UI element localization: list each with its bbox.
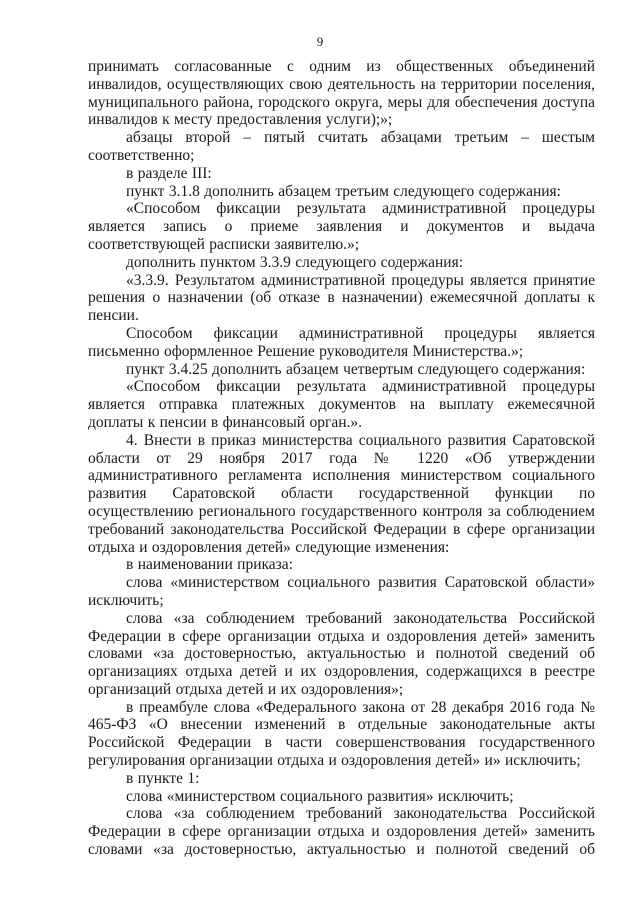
paragraph: «Способом фиксации результата административной процедуры является запись о приеме заявления и документов и выдача соответствующей расписки заявителю.»;: [88, 200, 595, 253]
paragraph: Способом фиксации административной процедуры является письменно оформленное Решение руководителя Министерства.»;: [88, 324, 595, 360]
document-body: [88, 58, 595, 859]
paragraph: «3.3.9. Результатом административной процедуры является принятие решения о назначении (об отказе в назначении) ежемесячной доплаты к пенсии.: [88, 271, 595, 325]
paragraph: дополнить пунктом 3.3.9 следующего содержания:: [126, 253, 463, 271]
paragraph: слова «за соблюдением требований законодательства Российской Федерации в сфере организации отдыха и оздоровления детей» заменить словами «за достоверностью, актуальностью и полнотой сведений об: [88, 805, 595, 859]
paragraph: слова «министерством социального развития» исключить;: [126, 787, 514, 805]
paragraph: слова «за соблюдением требований законодательства Российской Федерации в сфере организации отдыха и оздоровления детей» заменить словами «за достоверностью, актуальностью и полнотой сведений об организациях отдыха детей и их оздоровления, содержащихся в реестре организаций отдыха детей и их оздоровления»;: [88, 609, 595, 698]
paragraph: 4. Внести в приказ министерства социального развития Саратовской области от 29 ноября 2017 года № 1220 «Об утверждении административного регламента исполнения министерством социального развития Саратовской области государственной функции по осуществлению регионального государственного контроля за соблюдением требований законодательства Российской Федерации в сфере организации отдыха и оздоровления детей» следующие изменения:: [88, 431, 595, 556]
paragraph: в разделе III:: [126, 164, 212, 182]
paragraph: принимать согласованные с одним из общественных объединений инвалидов, осуществляющих свою деятельность на территории поселения, муниципального района, городского округа, меры для обеспечения доступа инвалидов к месту предоставления услуги);»;: [88, 58, 595, 129]
paragraph: в наименовании приказа:: [126, 556, 293, 574]
paragraph: пункт 3.4.25 дополнить абзацем четвертым следующего содержания:: [126, 360, 586, 378]
paragraph: слова «министерством социального развития Саратовской области» исключить;: [88, 574, 595, 609]
page-number: 9: [316, 34, 324, 49]
paragraph: в пункте 1:: [126, 769, 200, 787]
paragraph: абзацы второй – пятый считать абзацами третьим – шестым соответственно;: [88, 129, 595, 164]
paragraph: пункт 3.1.8 дополнить абзацем третьим следующего содержания:: [126, 182, 561, 200]
paragraph: «Способом фиксации результата административной процедуры является отправка платежных документов на выплату ежемесячной доплаты к пенсии в финансовый орган.».: [88, 378, 595, 431]
paragraph: в преамбуле слова «Федерального закона от 28 декабря 2016 года № 465-ФЗ «О внесении изменений в отдельные законодательные акты Российской Федерации в части совершенствования государственного регулирования организации отдыха и оздоровления детей» и» исключить;: [88, 698, 595, 770]
